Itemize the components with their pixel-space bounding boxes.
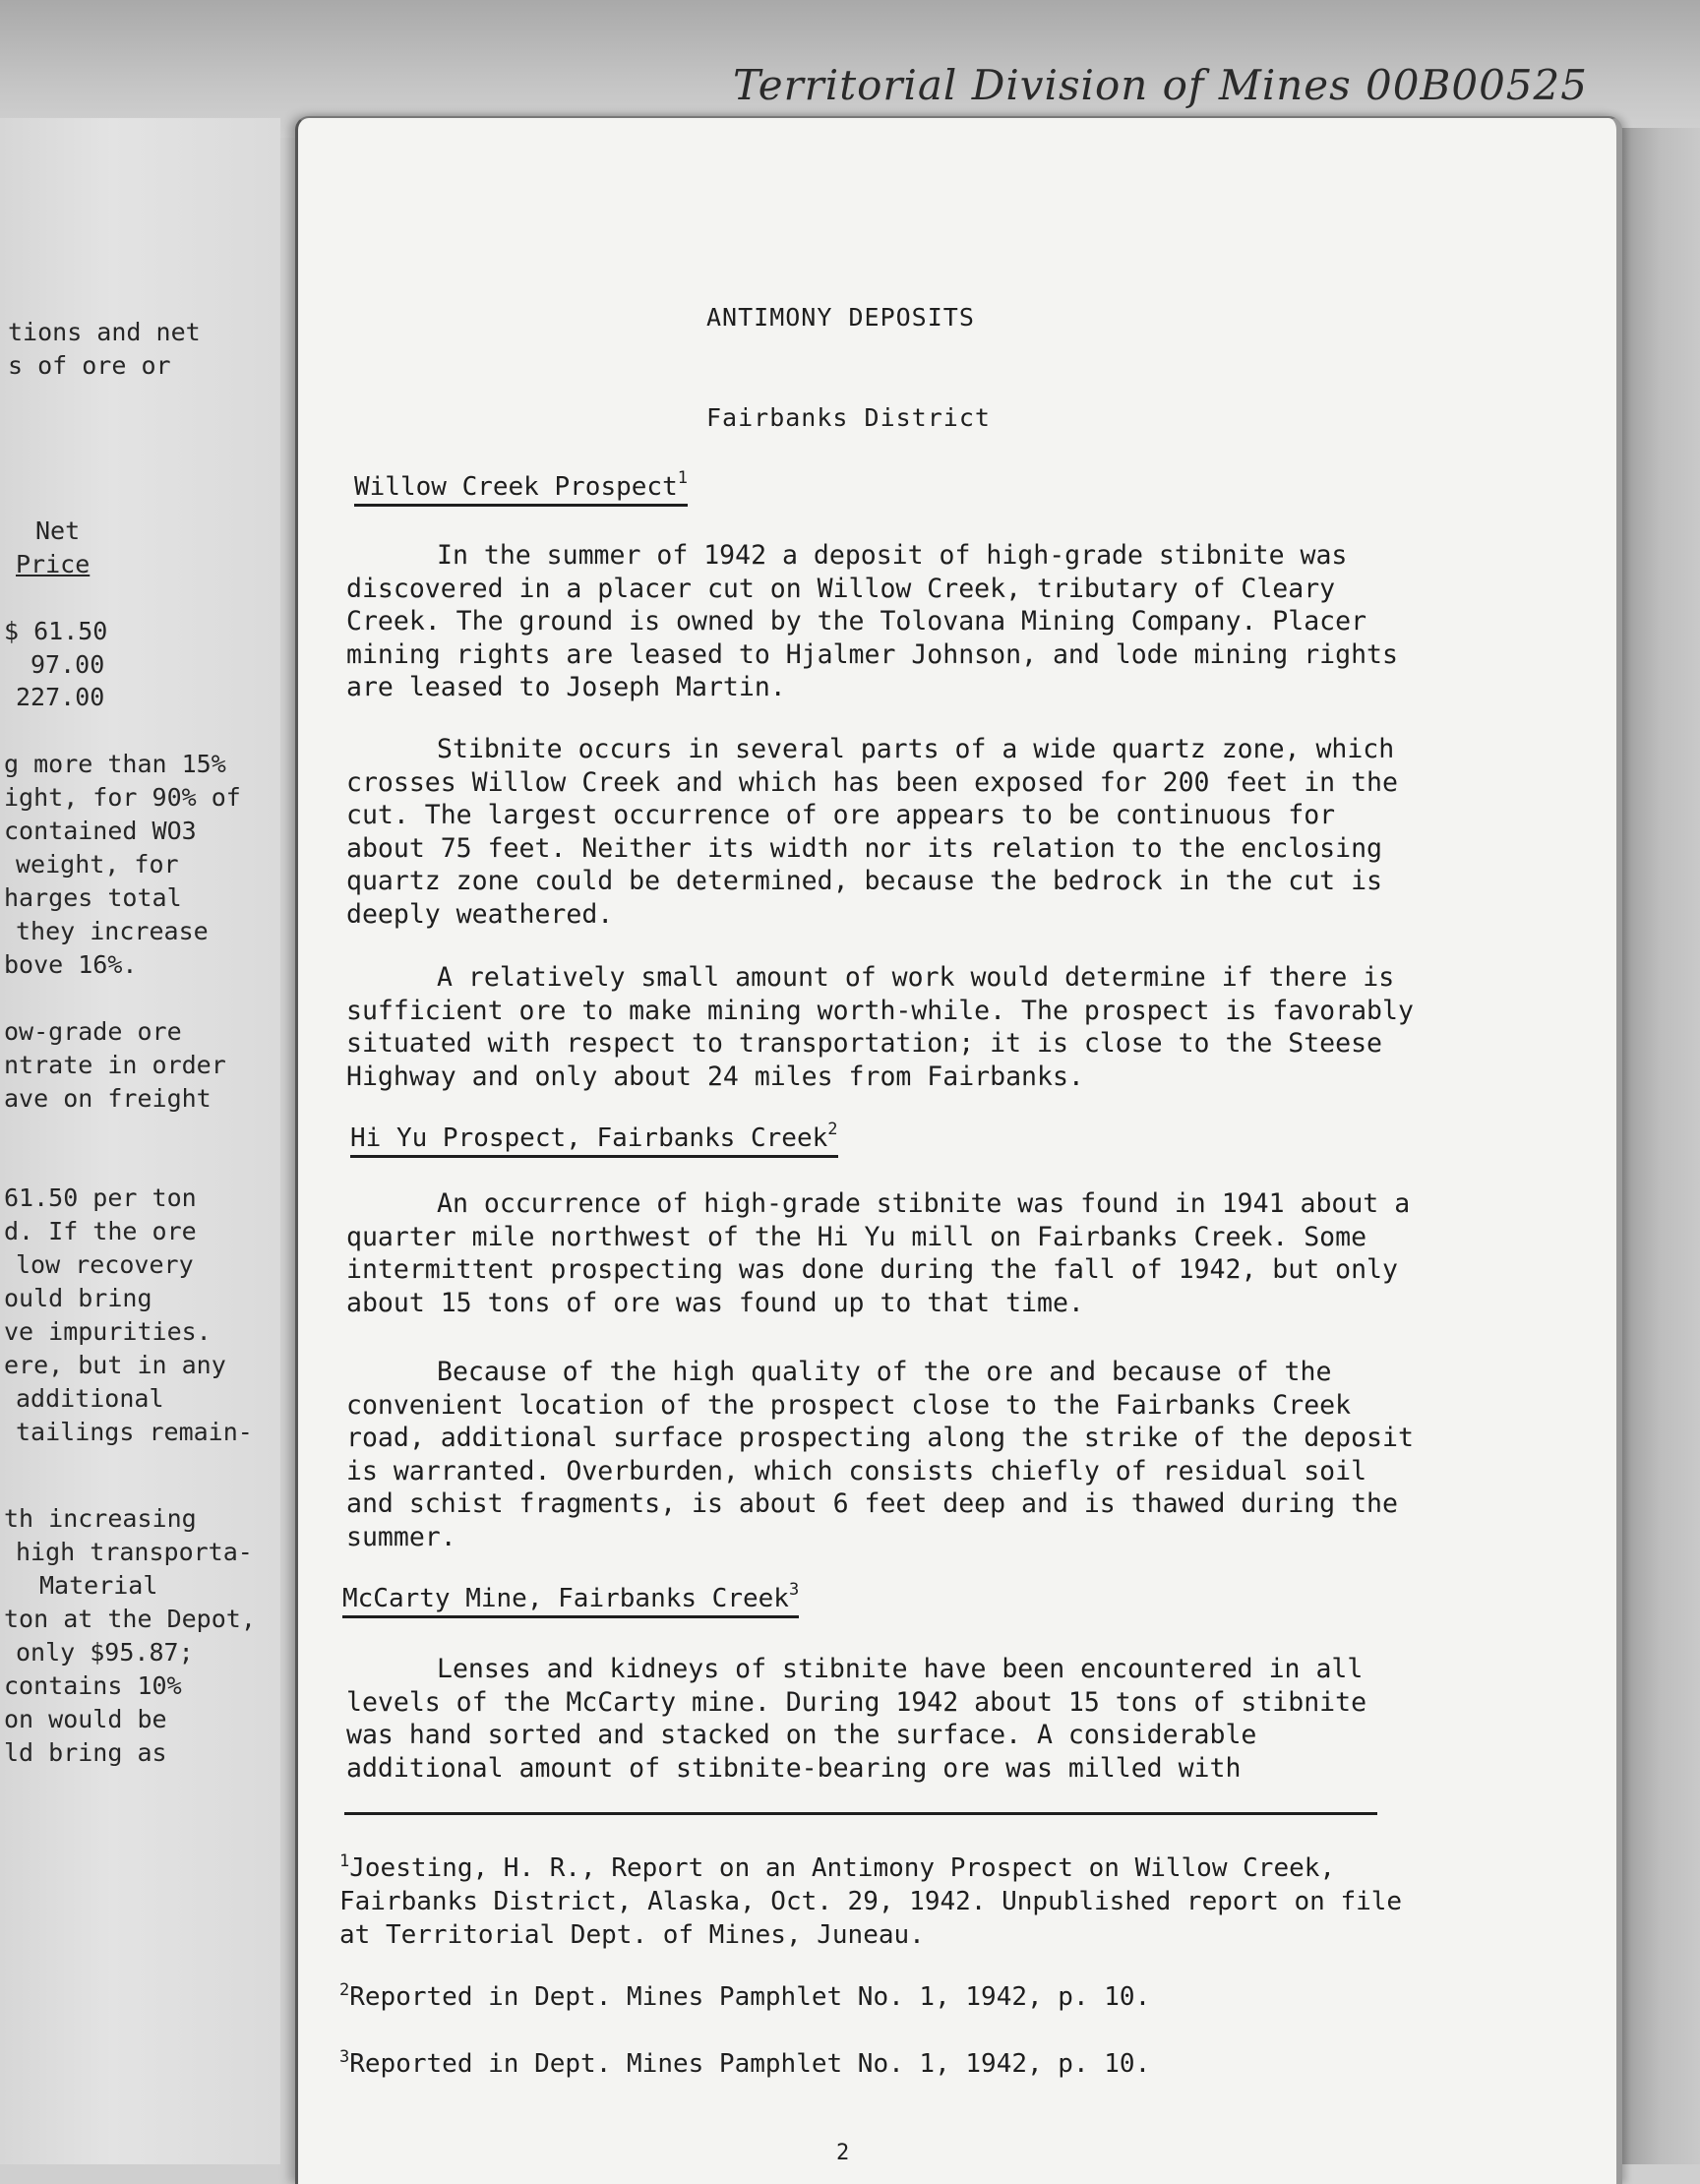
left-page-line: th increasing	[4, 1504, 197, 1533]
left-page-line: high transporta-	[16, 1538, 253, 1566]
left-page-line: ere, but in any	[4, 1351, 226, 1379]
left-page-line: ntrate in order	[4, 1051, 226, 1079]
section-heading-text: Willow Creek Prospect	[354, 472, 678, 502]
footnote-divider	[344, 1812, 1377, 1815]
left-page-fragment	[0, 118, 280, 2164]
left-page-line: ld bring as	[4, 1738, 167, 1767]
section-heading-mccarty	[342, 1580, 799, 1618]
footnote-text: Reported in Dept. Mines Pamphlet No. 1, 1942, p. 10.	[349, 2049, 1151, 2079]
footnote	[339, 1973, 1422, 2014]
document-subtitle: Fairbanks District	[706, 403, 991, 432]
footnote	[339, 1845, 1422, 1952]
left-page-line: on would be	[4, 1705, 167, 1733]
left-page-line: weight, for	[16, 850, 179, 879]
left-page-line: Material	[39, 1571, 158, 1600]
footnote-text: Reported in Dept. Mines Pamphlet No. 1, 1942, p. 10.	[349, 1982, 1151, 2012]
footnote-ref: 1	[677, 468, 688, 488]
left-page-line: Net	[35, 516, 81, 545]
handwritten-annotation: Territorial Division of Mines 00B00525	[733, 61, 1588, 109]
footnote-ref: 2	[827, 1120, 838, 1139]
left-page-line: tailings remain-	[16, 1418, 253, 1446]
footnote-ref: 3	[788, 1580, 800, 1600]
left-page-line: 61.50 per ton	[4, 1183, 197, 1212]
section-heading-willow-creek	[354, 468, 688, 507]
paragraph: Stibnite occurs in several parts of a wide quartz zone, which crosses Willow Creek and which has been exposed for 200 feet in the cut. The largest occurrence of ore appears to be continuous for about 75 feet. Neither its width nor its relation to the enclosing quartz zone could be determined, because the bedrock in the cut is deeply weathered.	[346, 734, 1398, 930]
paragraph: In the summer of 1942 a deposit of high-grade stibnite was discovered in a placer cut on Willow Creek, tributary of Cleary Creek. The ground is owned by the Tolovana Mining Company. Placer mining rights are leased to Hjalmer Johnson, and lode mining rights are leased to Joseph Martin.	[346, 540, 1398, 703]
page-edge-shadow	[1619, 128, 1700, 2164]
left-page-line: ton at the Depot,	[4, 1605, 256, 1633]
left-page-line: tions and net	[8, 318, 201, 346]
footnote-number: 1	[339, 1851, 350, 1871]
footnote-text: Joesting, H. R., Report on an Antimony Prospect on Willow Creek, Fairbanks District, Alaska, Oct. 29, 1942. Unpublished report on file at Territorial Dept. of Mines, Juneau.	[339, 1853, 1403, 1950]
left-page-line: bove 16%.	[4, 950, 138, 979]
left-page-line: s of ore or	[8, 351, 171, 380]
left-page-line: 97.00	[30, 650, 105, 679]
left-page-line: ve impurities.	[4, 1317, 212, 1346]
left-page-line: ow-grade ore	[4, 1017, 182, 1046]
paragraph: Lenses and kidneys of stibnite have been encountered in all levels of the McCarty mine. During 1942 about 15 tons of stibnite was hand sorted and stacked on the surface. A considerable additional amount of stibnite-bearing ore was milled with	[346, 1654, 1367, 1784]
left-page-line: ave on freight	[4, 1084, 212, 1113]
left-page-line: 227.00	[16, 683, 105, 711]
left-page-line: harges total	[4, 883, 182, 912]
section-heading-text: McCarty Mine, Fairbanks Creek	[342, 1584, 789, 1613]
left-page-line: $ 61.50	[4, 617, 108, 645]
section-heading-text: Hi Yu Prospect, Fairbanks Creek	[350, 1123, 828, 1153]
left-page-line: contains 10%	[4, 1671, 182, 1700]
left-page-line: additional	[16, 1384, 164, 1413]
page-number: 2	[836, 2141, 850, 2165]
footnote-number: 2	[339, 1980, 350, 2000]
left-page-line: contained WO3	[4, 817, 197, 845]
paragraph: Because of the high quality of the ore and because of the convenient location of the prospect close to the Fairbanks Creek road, additional surface prospecting along the strike of the deposit is warranted. Overburden, which consists chiefly of residual soil and schist fragments, is about 6 feet deep and is thawed during the summer.	[346, 1357, 1414, 1552]
left-page-line: ight, for 90% of	[4, 783, 241, 812]
footnote	[339, 2040, 1422, 2081]
section-heading-hi-yu	[350, 1120, 838, 1158]
left-page-line: g more than 15%	[4, 750, 226, 778]
document-title: ANTIMONY DEPOSITS	[706, 303, 975, 332]
left-page-line: they increase	[16, 917, 209, 945]
left-page-line: Price	[16, 550, 91, 578]
left-page-line: ould bring	[4, 1284, 152, 1312]
paragraph: A relatively small amount of work would determine if there is sufficient ore to make mining worth-while. The prospect is favorably situated with respect to transportation; it is close to the Steese Highway and only about 24 miles from Fairbanks.	[346, 962, 1414, 1092]
left-page-line: only $95.87;	[16, 1638, 194, 1667]
footnote-number: 3	[339, 2047, 350, 2067]
left-page-line: d. If the ore	[4, 1217, 197, 1245]
paragraph: An occurrence of high-grade stibnite was found in 1941 about a quarter mile northwest of the Hi Yu mill on Fairbanks Creek. Some intermittent prospecting was done during the fall of 1942, but only about 15 tons of ore was found up to that time.	[346, 1188, 1411, 1318]
left-page-line: low recovery	[16, 1250, 194, 1279]
